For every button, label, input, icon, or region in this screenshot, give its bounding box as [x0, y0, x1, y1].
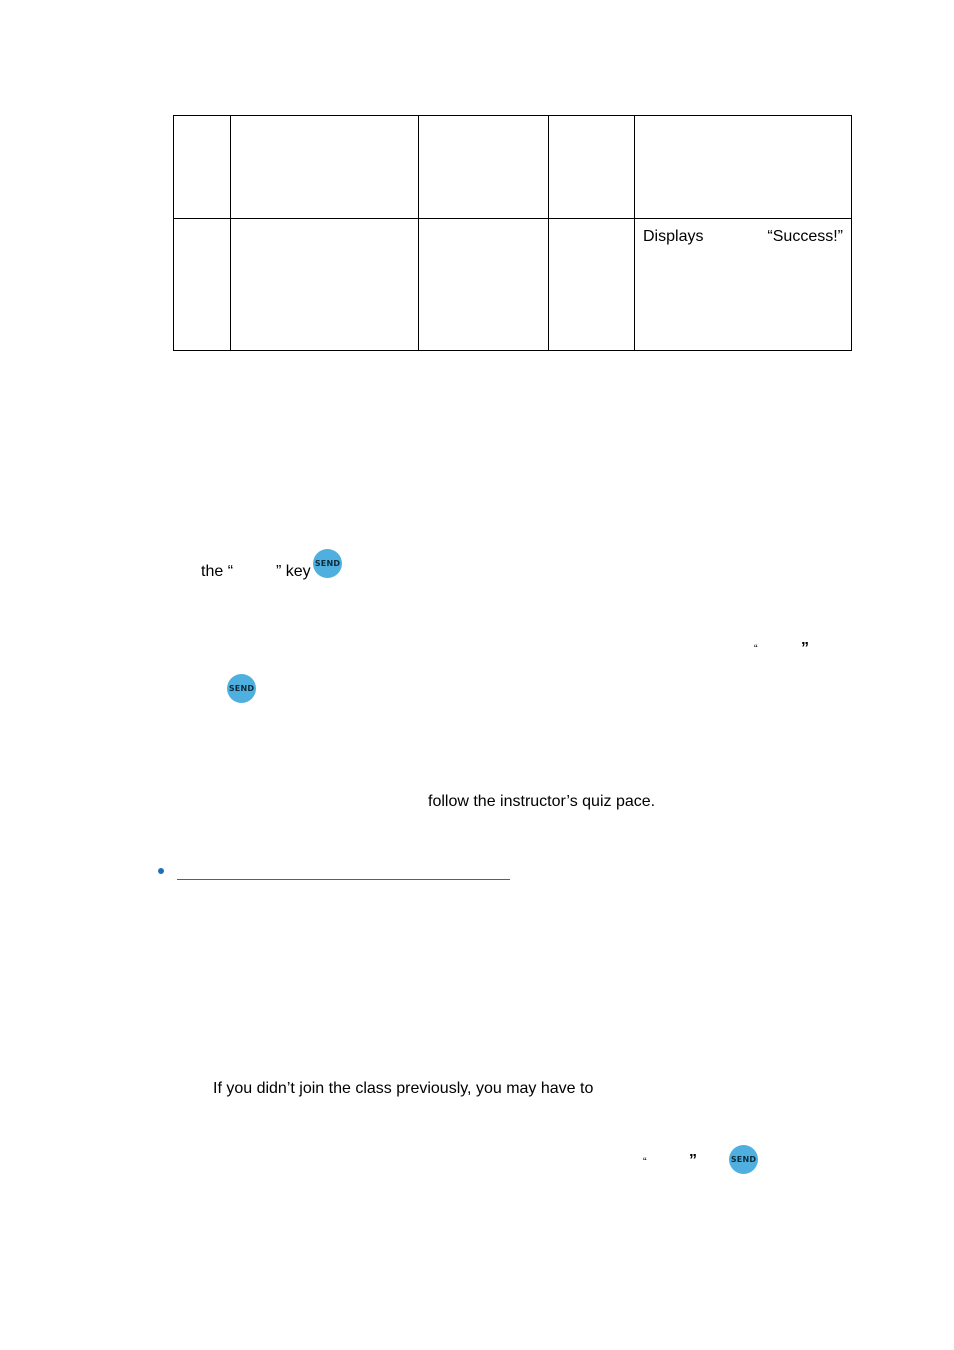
results-table [173, 115, 852, 351]
table-cell [549, 219, 635, 350]
send-step-suffix: ” key [276, 563, 311, 580]
join-class-text: If you didn’t join the class previously, you may have to [213, 1080, 594, 1097]
bullet-point [158, 868, 164, 874]
close-quote: ” [801, 640, 809, 657]
open-quote: “ [754, 643, 758, 655]
success-label: “Success!” [767, 228, 843, 245]
table-cell [419, 116, 549, 219]
table-cell [174, 219, 231, 350]
quiz-pace-text: follow the instructor’s quiz pace. [428, 793, 656, 810]
table-cell [419, 219, 549, 350]
link-underline[interactable] [177, 879, 510, 880]
table-cell [549, 116, 635, 219]
send-step-prefix: the “ [201, 563, 234, 580]
send-key-icon: SEND [227, 674, 256, 703]
displays-label: Displays [643, 228, 704, 245]
table-cell [635, 116, 851, 219]
open-quote: “ [643, 1156, 647, 1168]
table-cell-result [635, 219, 851, 350]
table-cell [231, 219, 419, 350]
close-quote: ” [689, 1152, 697, 1169]
send-key-icon: SEND [729, 1145, 758, 1174]
table-cell [231, 116, 419, 219]
result-text [643, 228, 843, 246]
send-key-icon: SEND [313, 549, 342, 578]
table-cell [174, 116, 231, 219]
